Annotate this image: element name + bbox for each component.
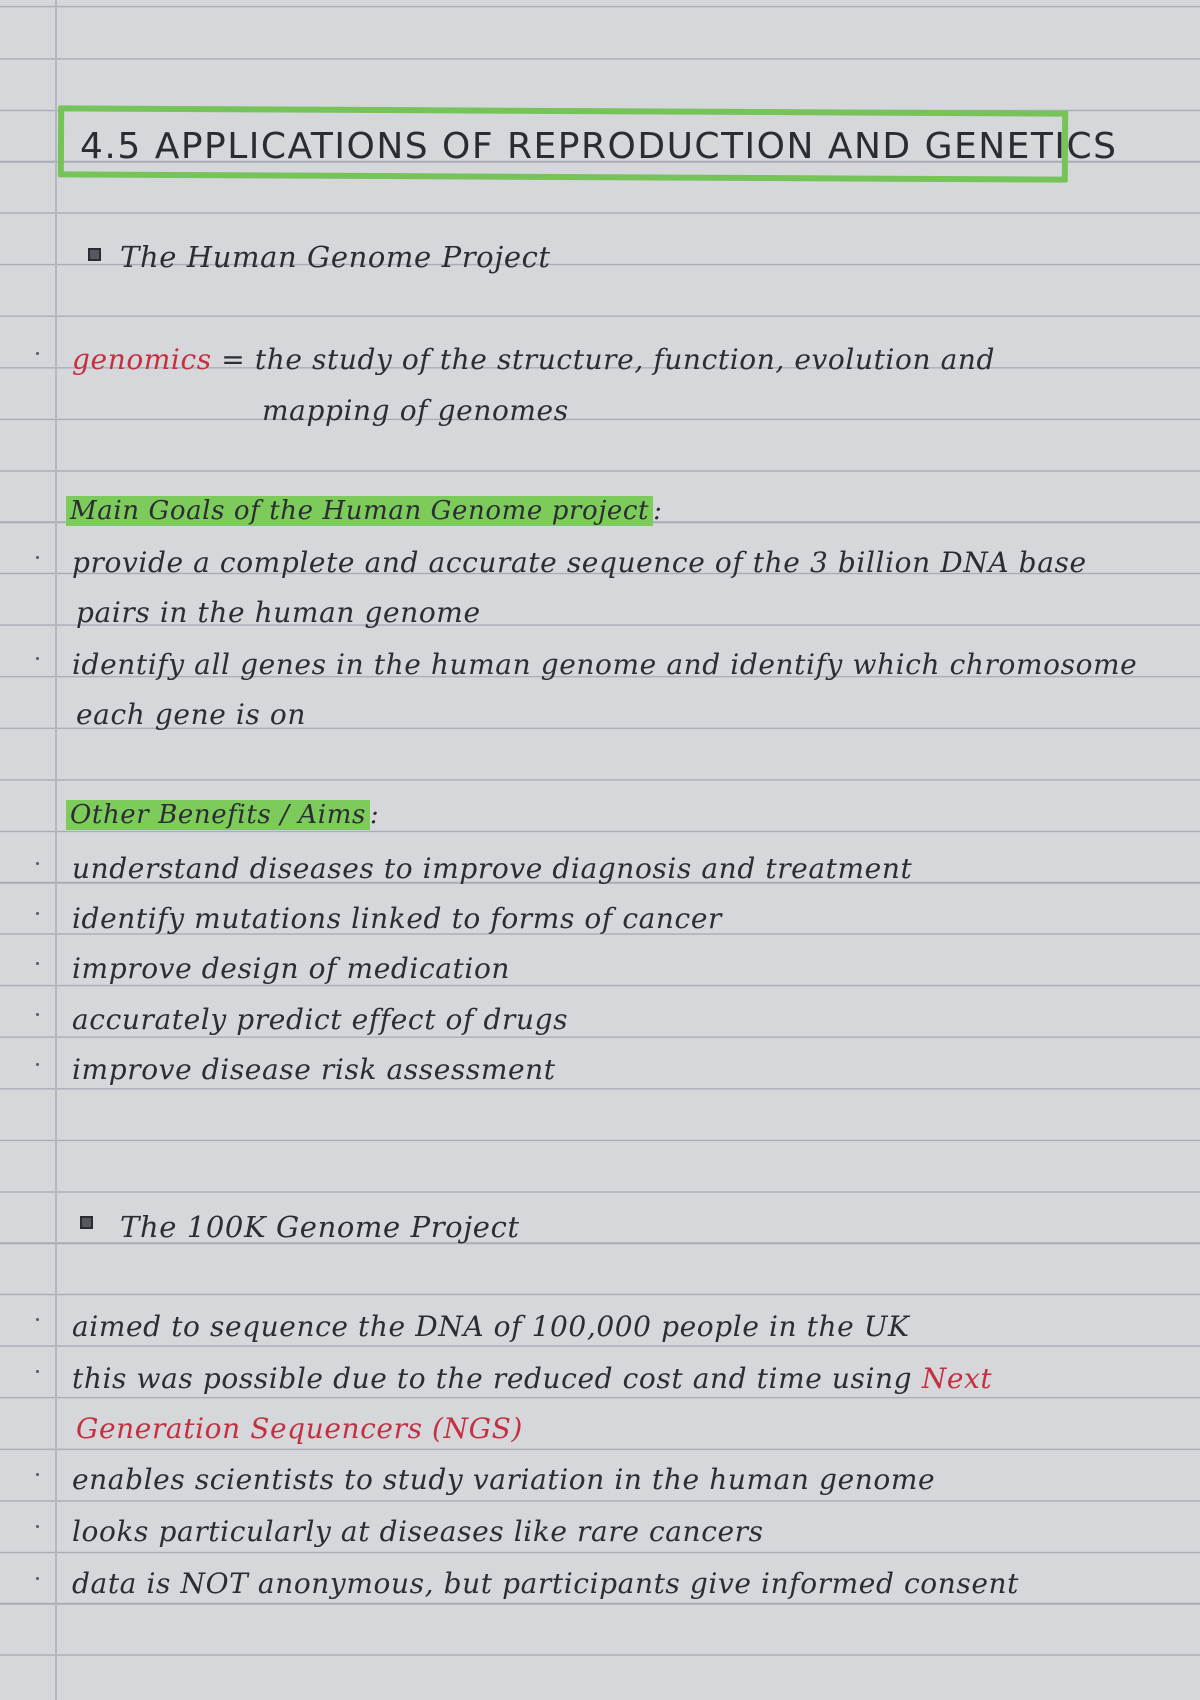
margin-dot — [36, 1577, 39, 1580]
benefits-heading-label: Other Benefits / Aims — [66, 800, 370, 830]
section-heading-100k-genome: The 100K Genome Project — [120, 1210, 520, 1244]
benefits-heading — [66, 800, 379, 830]
benefit-item: accurately predict effect of drugs — [72, 1003, 569, 1036]
project-item-5: data is NOT anonymous, but participants give informed consent — [72, 1567, 1019, 1600]
goals-heading-label: Main Goals of the Human Genome project — [66, 496, 653, 526]
benefit-item: understand diseases to improve diagnosis and treatment — [72, 852, 913, 885]
project-item-4: looks particularly at diseases like rare cancers — [72, 1515, 764, 1548]
definition-text-2: mapping of genomes — [262, 394, 569, 427]
square-bullet-icon — [88, 248, 101, 261]
goal-item-2-line-2: each gene is on — [76, 698, 306, 731]
margin-dot — [36, 1525, 39, 1528]
margin-dot — [36, 1473, 39, 1476]
benefits-heading-colon: : — [369, 800, 380, 830]
goal-item-1-line-2: pairs in the human genome — [76, 596, 481, 629]
margin-dot — [36, 1063, 39, 1066]
margin-dot — [36, 1318, 39, 1321]
margin-dot — [36, 1370, 39, 1373]
project-item-2 — [72, 1362, 992, 1395]
margin-dot — [36, 1013, 39, 1016]
margin-dot — [36, 657, 39, 660]
definition-equals: = — [221, 343, 246, 376]
margin-dot — [36, 962, 39, 965]
benefit-item: improve design of medication — [72, 952, 511, 985]
definition-line-1 — [72, 343, 995, 376]
goal-item-1-line-1: provide a complete and accurate sequence of the 3 billion DNA base — [72, 546, 1087, 579]
page-title: 4.5 APPLICATIONS OF REPRODUCTION AND GENETICS — [80, 126, 1118, 167]
definition-text-1: the study of the structure, function, evolution and — [254, 343, 996, 376]
section-heading-human-genome: The Human Genome Project — [120, 240, 551, 274]
margin-dot — [36, 352, 39, 355]
ngs-term-start: Next — [921, 1362, 993, 1395]
benefit-item: identify mutations linked to forms of cancer — [72, 902, 722, 935]
margin-dot — [36, 912, 39, 915]
goal-item-2-line-1: identify all genes in the human genome and identify which chromosome — [72, 648, 1138, 681]
benefit-item: improve disease risk assessment — [72, 1053, 556, 1086]
margin-dot — [36, 862, 39, 865]
goals-heading-colon: : — [653, 496, 663, 526]
goals-heading — [66, 496, 662, 526]
margin-line — [55, 0, 57, 1700]
project-item-3: enables scientists to study variation in the human genome — [72, 1463, 936, 1496]
project-item-2-text: this was possible due to the reduced cost and time using — [72, 1362, 913, 1395]
definition-term: genomics — [72, 343, 212, 376]
project-item-1: aimed to sequence the DNA of 100,000 people in the UK — [72, 1310, 910, 1343]
square-bullet-icon — [80, 1216, 93, 1229]
ngs-term-end: Generation Sequencers (NGS) — [76, 1412, 523, 1445]
margin-dot — [36, 556, 39, 559]
